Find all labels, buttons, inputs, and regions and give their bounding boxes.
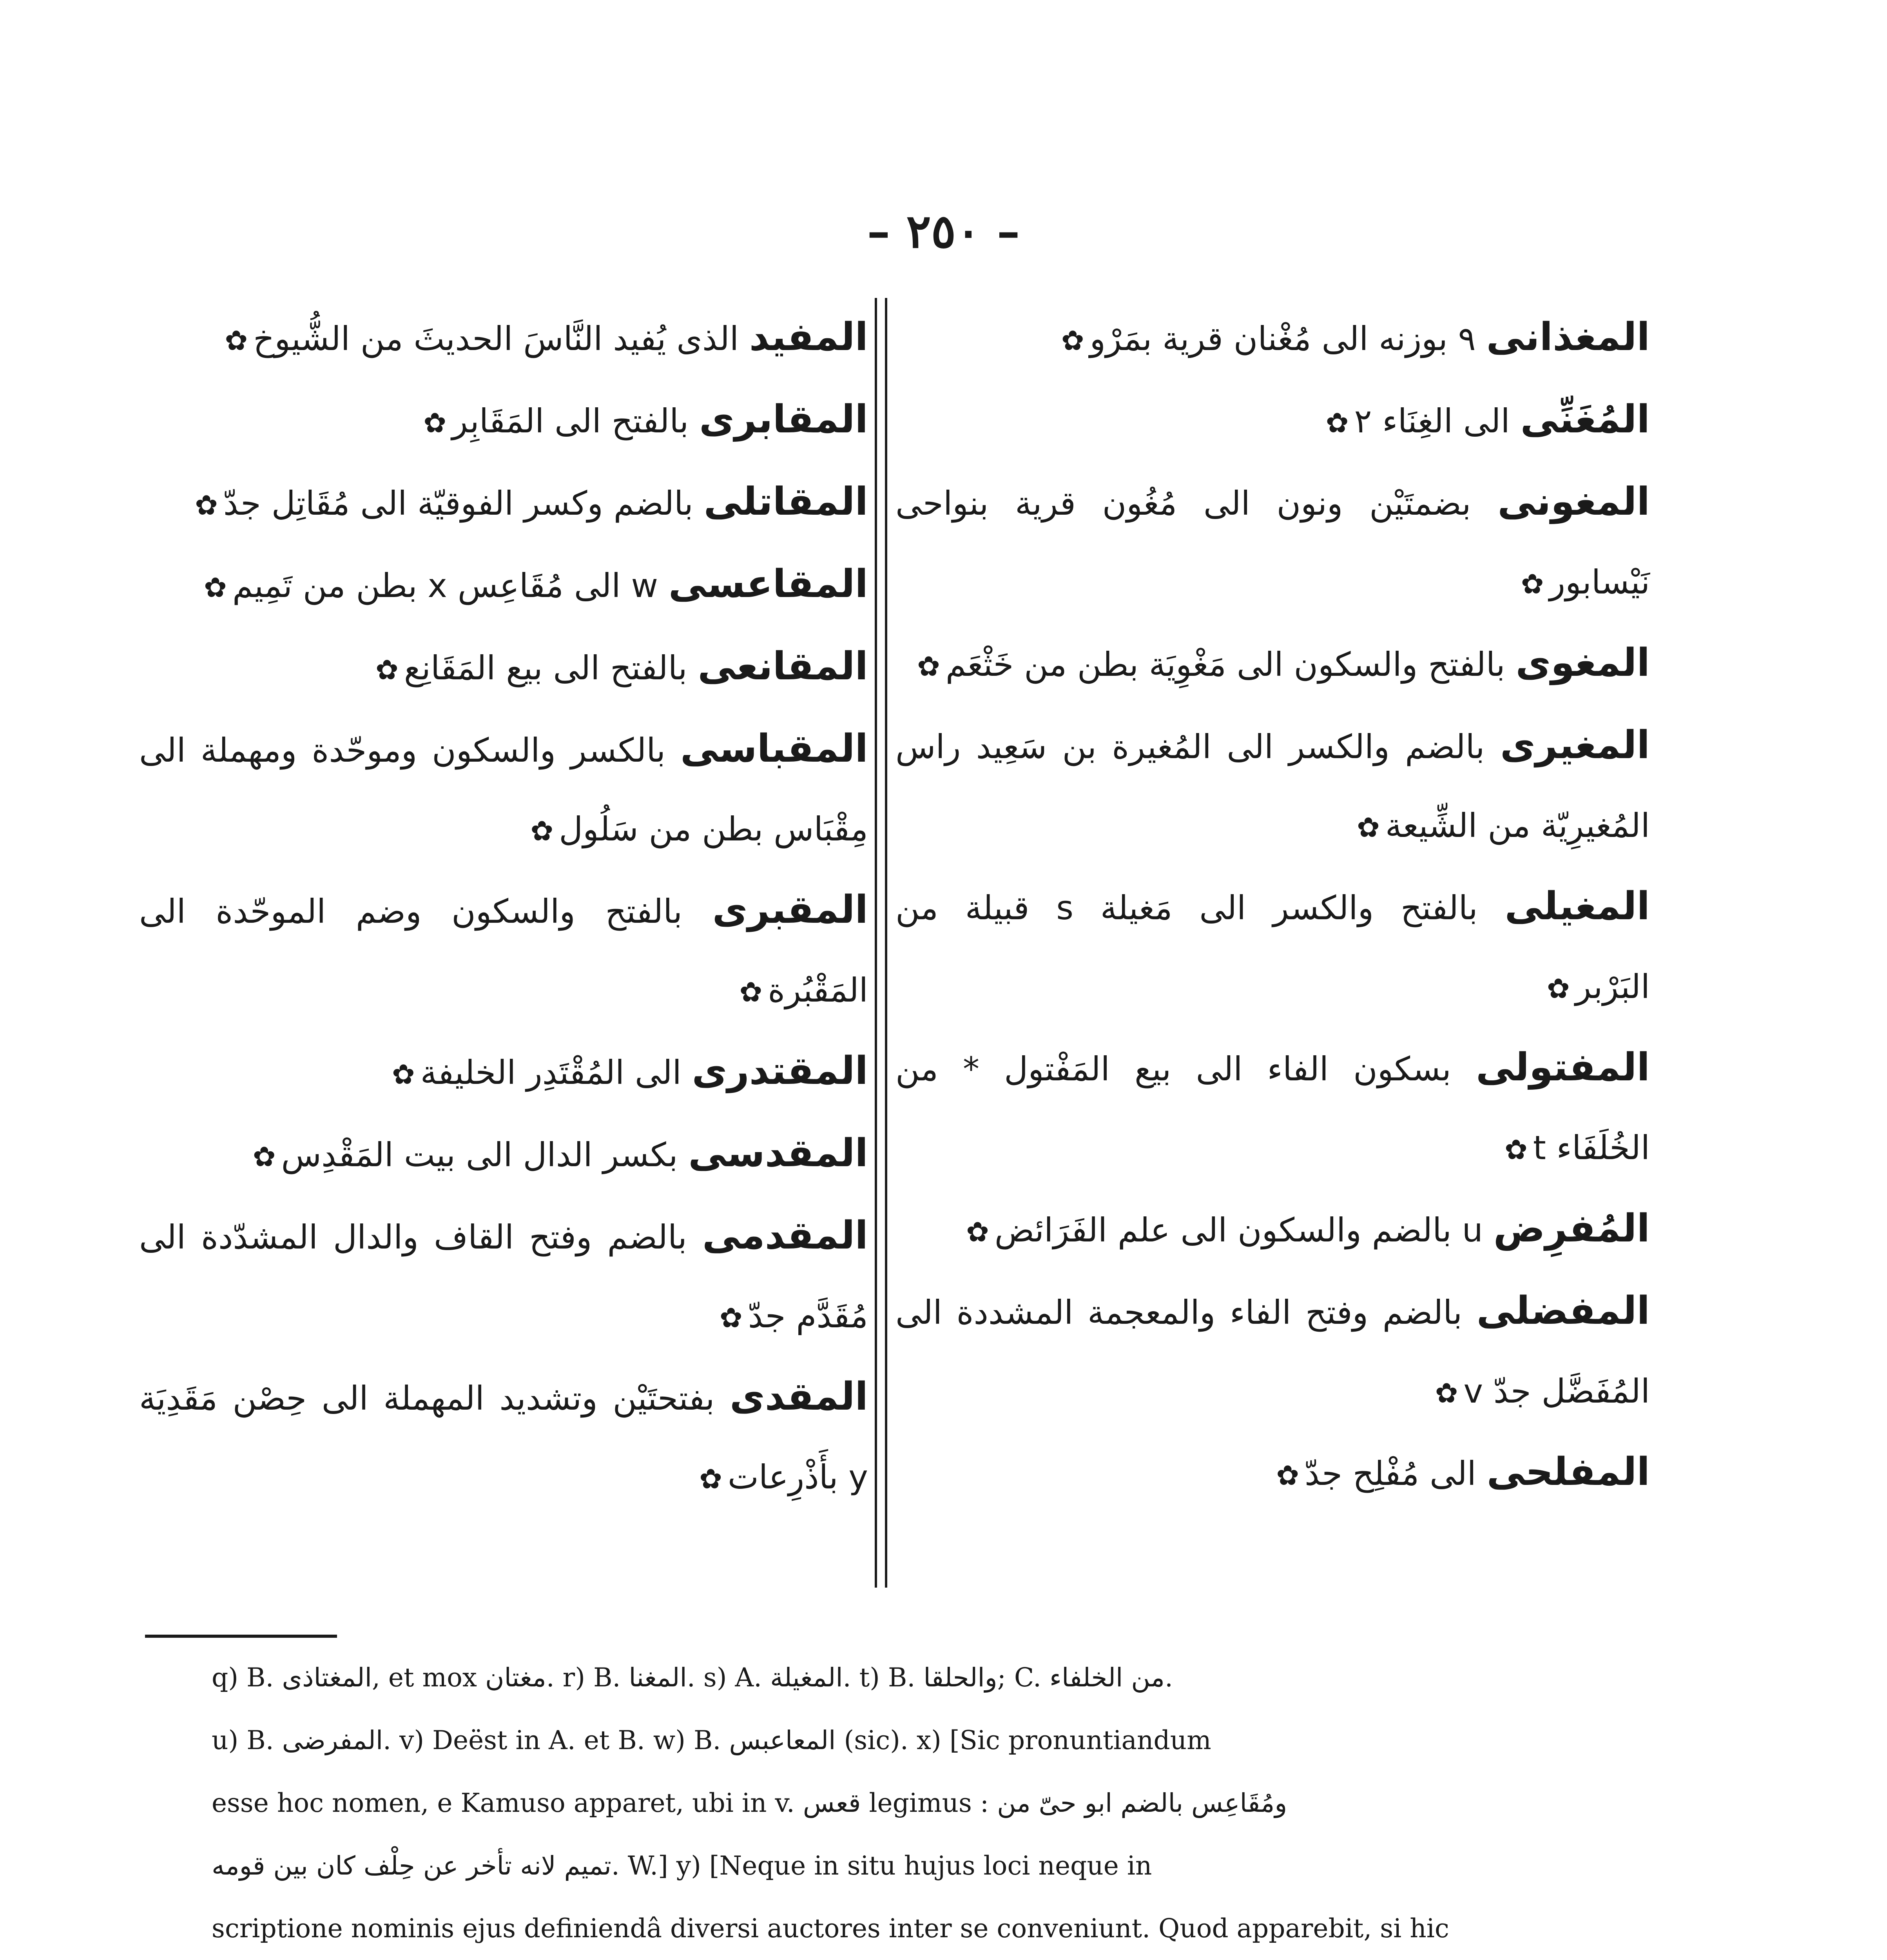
footnote-line (212, 1846, 1650, 1886)
entry-text: الى الغِنَاء ۲ (1354, 402, 1510, 440)
star-icon: ✿ (1357, 811, 1380, 844)
entry-maghadhani (895, 298, 1650, 380)
fn-arabic: المعاعبس (729, 1725, 836, 1755)
fn-text: q) B. (212, 1662, 282, 1693)
entry-headword: المقابرى (699, 397, 868, 442)
footnote-line: scriptione nominis ejus definiendâ diversi auctores inter se conveniunt. Quod apparebit, si hic (212, 1913, 1449, 1944)
entry-maghwi (895, 624, 1650, 706)
entry-text: الذى يُفيد النَّاسَ الحديثَ من الشُّيوخ (253, 319, 739, 358)
entry-maqanii (139, 627, 868, 710)
entry-maghili (895, 867, 1650, 1028)
footnote-line (212, 1721, 1650, 1760)
entry-headword: المقتدرى (692, 1049, 868, 1093)
entry-text: بضمتَيْن ونون الى مُغُون قرية بنواحى نَيْسابور (895, 484, 1650, 601)
fn-text: . W.] y) [Neque in situ hujus loci neque in (611, 1851, 1152, 1881)
entry-headword: المقدسى (688, 1131, 868, 1176)
entry-headword: المغيرى (1500, 723, 1650, 768)
entry-headword: المغيلى (1505, 884, 1650, 929)
star-icon: ✿ (204, 572, 227, 604)
fn-text: u) B. (212, 1725, 282, 1755)
entry-headword: المقاتلى (703, 479, 868, 524)
star-icon: ✿ (739, 976, 763, 1008)
entry-mufrid (895, 1189, 1650, 1272)
fn-arabic: ومُقَاعِس بالضم ابو حىّ من (997, 1788, 1287, 1818)
entry-text: بالفتح والسكون وضم الموحّدة الى المَقْبُرة (139, 892, 868, 1009)
star-icon: ✿ (225, 325, 248, 357)
entry-maqaddi (139, 1357, 868, 1519)
entry-text: ٩ بوزنه الى مُغْنان قرية بمَرْو (1089, 319, 1476, 358)
entry-maftuli (895, 1028, 1650, 1189)
entry-muqaisi (139, 545, 868, 627)
entry-headword: المقدمى (702, 1213, 868, 1258)
entry-headword: المفضلى (1476, 1289, 1650, 1333)
star-icon: ✿ (1435, 1377, 1458, 1409)
entry-headword: المغوى (1515, 641, 1650, 685)
entry-muflihi (895, 1433, 1650, 1515)
fn-arabic: المغنا (629, 1662, 687, 1693)
fn-text: . v) Deëst in A. et B. w) B. (383, 1725, 729, 1755)
entry-mughuni (895, 463, 1650, 624)
fn-text: . (1164, 1662, 1173, 1693)
fn-arabic: المفرضى (282, 1725, 383, 1755)
star-icon: ✿ (423, 407, 446, 439)
fn-arabic: والحلقا (923, 1662, 997, 1693)
star-icon: ✿ (1061, 325, 1084, 357)
entry-maqburi (139, 871, 868, 1032)
entry-mughanni (895, 380, 1650, 463)
entry-headword: المغذانى (1486, 315, 1650, 359)
star-icon: ✿ (1505, 1134, 1528, 1166)
column-divider-left (875, 298, 877, 1588)
star-icon: ✿ (1325, 407, 1349, 439)
entry-maqabiri (139, 380, 868, 463)
star-icon: ✿ (720, 1302, 743, 1334)
fn-text: ; C. (997, 1662, 1050, 1693)
fn-arabic: المغيلة (770, 1662, 843, 1693)
entry-text: بالفتح والسكون الى مَغْوِيَة بطن من خَثْعَم (945, 645, 1505, 684)
entry-text: بفتحتَيْن وتشديد المهملة الى حِصْن مَقَدِيَة y بأَذْرِعات (139, 1379, 868, 1496)
entry-text: u بالضم والسكون الى علم الفَرَائض (994, 1211, 1483, 1249)
footnote-separator (145, 1635, 337, 1638)
entry-mufid (139, 298, 868, 380)
entry-text: بالضم وفتح القاف والدال المشدّدة الى مُقَدَّم جدّ (139, 1218, 868, 1335)
star-icon: ✿ (392, 1058, 415, 1091)
entry-text: بالكسر والسكون وموحّدة ومهملة الى مِقْبَاس بطن من سَلُول (139, 731, 868, 848)
entry-text: w الى مُقَاعِس x بطن من تَمِيم (232, 566, 658, 605)
entry-headword: المُغَنِّى (1520, 397, 1650, 442)
star-icon: ✿ (917, 650, 940, 682)
fn-text: . s) A. (687, 1662, 770, 1693)
column-divider-right (885, 298, 887, 1588)
fn-text: . r) B. (546, 1662, 629, 1693)
fn-text: legimus : (861, 1788, 997, 1818)
entry-text: بالفتح الى بيع المَقَانِع (404, 649, 687, 687)
entry-muqatili (139, 463, 868, 545)
entry-muqtadiri (139, 1032, 868, 1114)
entry-text: بكسر الدال الى بيت المَقْدِس (281, 1136, 678, 1174)
entry-headword: المقانعى (698, 644, 868, 689)
fn-text: (sic). x) [Sic pronuntiandum (836, 1725, 1211, 1755)
fn-arabic: قعس (803, 1788, 861, 1818)
star-icon: ✿ (1521, 568, 1544, 600)
entry-headword: المقاعسى (668, 562, 868, 606)
fn-arabic: تميم لانه تأخر عن حِلْف كان بين قومه (212, 1851, 611, 1881)
star-icon: ✿ (252, 1141, 276, 1173)
entry-headword: المقبرى (712, 887, 868, 932)
entry-headword: المفتولى (1476, 1045, 1650, 1090)
entry-text: بالفتح الى المَقَابِر (452, 402, 689, 440)
page-number: – ٢٥٠ – (867, 204, 1020, 258)
star-icon: ✿ (530, 815, 554, 847)
footnote-line (212, 1784, 1650, 1823)
star-icon: ✿ (699, 1463, 722, 1495)
footnote-line (212, 1658, 1650, 1697)
entry-miqbasi (139, 710, 868, 871)
entry-headword: المفلحى (1486, 1450, 1650, 1494)
entry-mufaddali (895, 1272, 1650, 1433)
entry-mughiri (895, 706, 1650, 867)
star-icon: ✿ (375, 654, 399, 686)
entry-text: بالفتح والكسر الى مَغيلة s قبيلة من البَرْبر (895, 889, 1650, 1006)
entry-text: بالضم والكسر الى المُغيرة بن سَعِيد راس المُغيرِيّة من الشِّيعة (895, 728, 1650, 845)
entry-headword: المقدى (729, 1374, 868, 1419)
fn-arabic: المغتاذى (282, 1662, 372, 1693)
entry-maqdisi (139, 1114, 868, 1196)
fn-arabic: من الخلفاء (1049, 1662, 1165, 1693)
entry-text: الى مُفْلِح جدّ (1305, 1454, 1476, 1493)
entry-text: بالضم وكسر الفوقيّة الى مُقَاتِل جدّ (223, 484, 693, 523)
entry-text: الى المُقْتَدِر الخليفة (420, 1053, 682, 1092)
entry-text: بسكون الفاء الى بيع المَفْتول * من الخُلَفَاء t (895, 1050, 1650, 1167)
entry-headword: المفيد (749, 315, 868, 359)
entry-muqaddami (139, 1196, 868, 1357)
fn-text: , et mox (372, 1662, 486, 1693)
entry-headword: المُفرِض (1493, 1206, 1650, 1251)
right-column (895, 298, 1650, 1515)
star-icon: ✿ (1546, 973, 1570, 1005)
fn-text: esse hoc nomen, e Kamuso apparet, ubi in v. (212, 1788, 803, 1818)
star-icon: ✿ (195, 489, 218, 521)
star-icon: ✿ (966, 1216, 989, 1248)
entry-headword: المقباسى (680, 726, 868, 771)
fn-arabic: مغتان (485, 1662, 546, 1693)
entry-headword: المغونى (1497, 479, 1650, 524)
entry-text: بالضم وفتح الفاء والمعجمة المشددة الى المُفَضَّل جدّ v (895, 1293, 1650, 1410)
star-icon: ✿ (1276, 1459, 1299, 1492)
left-column (139, 298, 868, 1519)
fn-text: . t) B. (843, 1662, 924, 1693)
